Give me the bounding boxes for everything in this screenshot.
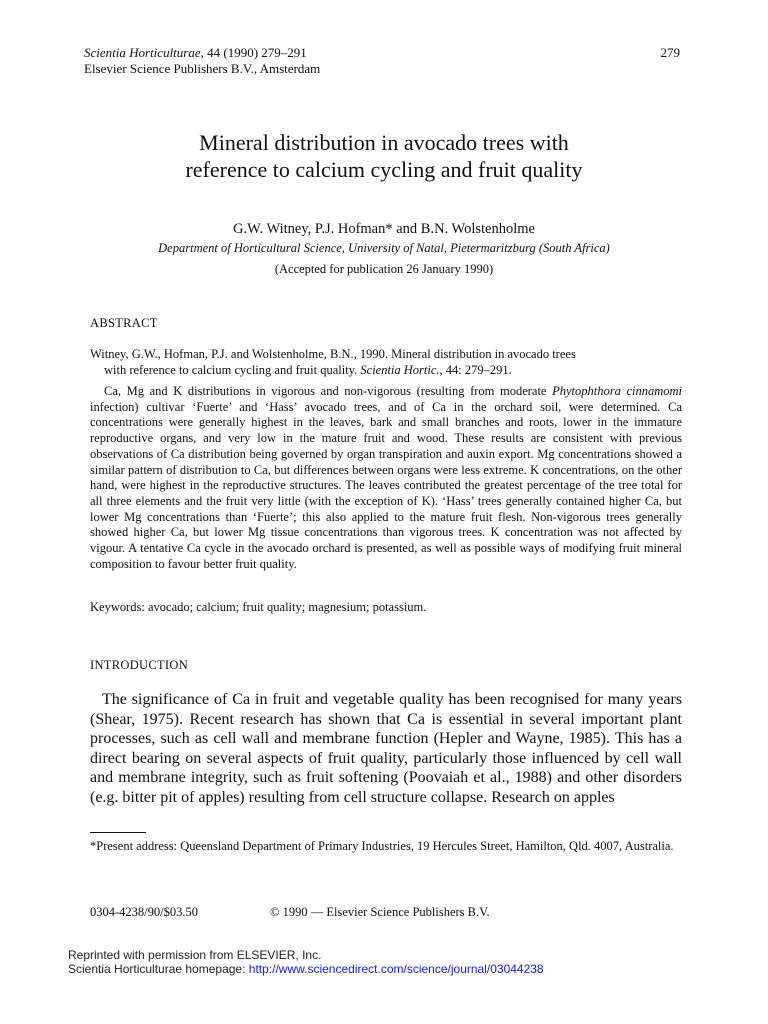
publisher-line: Elsevier Science Publishers B.V., Amsterdam [84, 61, 321, 76]
page-number: 279 [660, 45, 680, 60]
reprint-permission: Reprinted with permission from ELSEVIER, Inc. [68, 948, 322, 962]
homepage-label: Scientia Horticulturae homepage: [68, 962, 249, 976]
reprint-homepage [68, 962, 544, 976]
homepage-link[interactable]: http://www.sciencedirect.com/science/journal/03044238 [248, 962, 544, 976]
abstract-text-part-2: infection) cultivar ‘Fuerte’ and ‘Hass’ avocado trees, and of Ca in the orchard soil, were determined. Ca concentrations were generally highest in the leaves, bark and small branches and roots, lower in the immature reproductive organs, and very low in the mature fruit and wood. These results are consistent with previous observations of Ca distribution being governed by organ transpiration and auxin export. Mg concentrations showed a similar pattern of distribution to Ca, but differences between organs were less extreme. K concentrations, on the other hand, were highest in the reproductive structures. The leaves contributed the greatest percentage of the tree total for all three elements and the fruit very little (with the exception of K). ‘Hass’ trees generally contained higher Ca, but lower Mg concentrations than ‘Fuerte’; this also applied to the mature fruit flesh. Non-vigorous trees generally showed higher Ca, but lower Mg tissue concentrations than vigorous trees. K concentration was not affected by vigour. A tentative Ca cycle in the avocado orchard is presented, as well as possible ways of modifying fruit mineral composition to favour better fruit quality. [90, 399, 682, 571]
citation-journal: Scientia Hortic. [360, 363, 440, 377]
copyright: © 1990 — Elsevier Science Publishers B.V. [270, 905, 490, 919]
footnote: *Present address: Queensland Department of Primary Industries, 19 Hercules Street, Hamilton, Qld. 4007, Australia. [90, 839, 674, 853]
citation-article-title: with reference to calcium cycling and fruit quality. [104, 363, 358, 377]
citation-line-2 [90, 362, 682, 378]
journal-header [84, 45, 320, 77]
citation-line-1: Witney, G.W., Hofman, P.J. and Wolstenholme, B.N., 1990. Mineral distribution in avocado trees [90, 347, 576, 361]
keywords: Keywords: avocado; calcium; fruit quality; magnesium; potassium. [90, 600, 427, 614]
abstract-text-part-1: Ca, Mg and K distributions in vigorous and non-vigorous (resulting from moderate [104, 384, 547, 398]
issn-price: 0304-4238/90/$03.50 [90, 905, 198, 919]
journal-citation: , 44 (1990) 279–291 [200, 45, 307, 60]
abstract-species-name: Phytophthora cinnamomi [552, 384, 682, 398]
accepted-date: (Accepted for publication 26 January 1990) [274, 262, 494, 276]
title-line-2: reference to calcium cycling and fruit quality [185, 157, 583, 182]
journal-name: Scientia Horticulturae [84, 45, 201, 60]
article-title [84, 129, 684, 183]
abstract-body [90, 384, 682, 572]
footnote-divider [90, 832, 146, 833]
introduction-heading: INTRODUCTION [90, 658, 189, 672]
introduction-body: The significance of Ca in fruit and vegetable quality has been recognised for many years (Shear, 1975). Recent research has shown that Ca is essential in several important plant processes, such as cell wall and membrane function (Hepler and Wayne, 1985). This has a direct bearing on several aspects of fruit quality, particularly those influenced by cell wall and membrane integrity, such as fruit softening (Poovaiah et al., 1988) and other disorders (e.g. bitter pit of apples) resulting from cell structure collapse. Research on apples [90, 691, 682, 806]
author-list: G.W. Witney, P.J. Hofman* and B.N. Wolstenholme [233, 221, 535, 237]
author-affiliation: Department of Horticultural Science, University of Natal, Pietermaritzburg (South Africa) [158, 241, 610, 255]
abstract-citation [90, 346, 682, 378]
abstract-heading: ABSTRACT [90, 316, 158, 330]
title-line-1: Mineral distribution in avocado trees with [199, 130, 569, 155]
citation-volume: , 44: 279–291. [439, 363, 512, 377]
reprint-notice [68, 948, 544, 976]
